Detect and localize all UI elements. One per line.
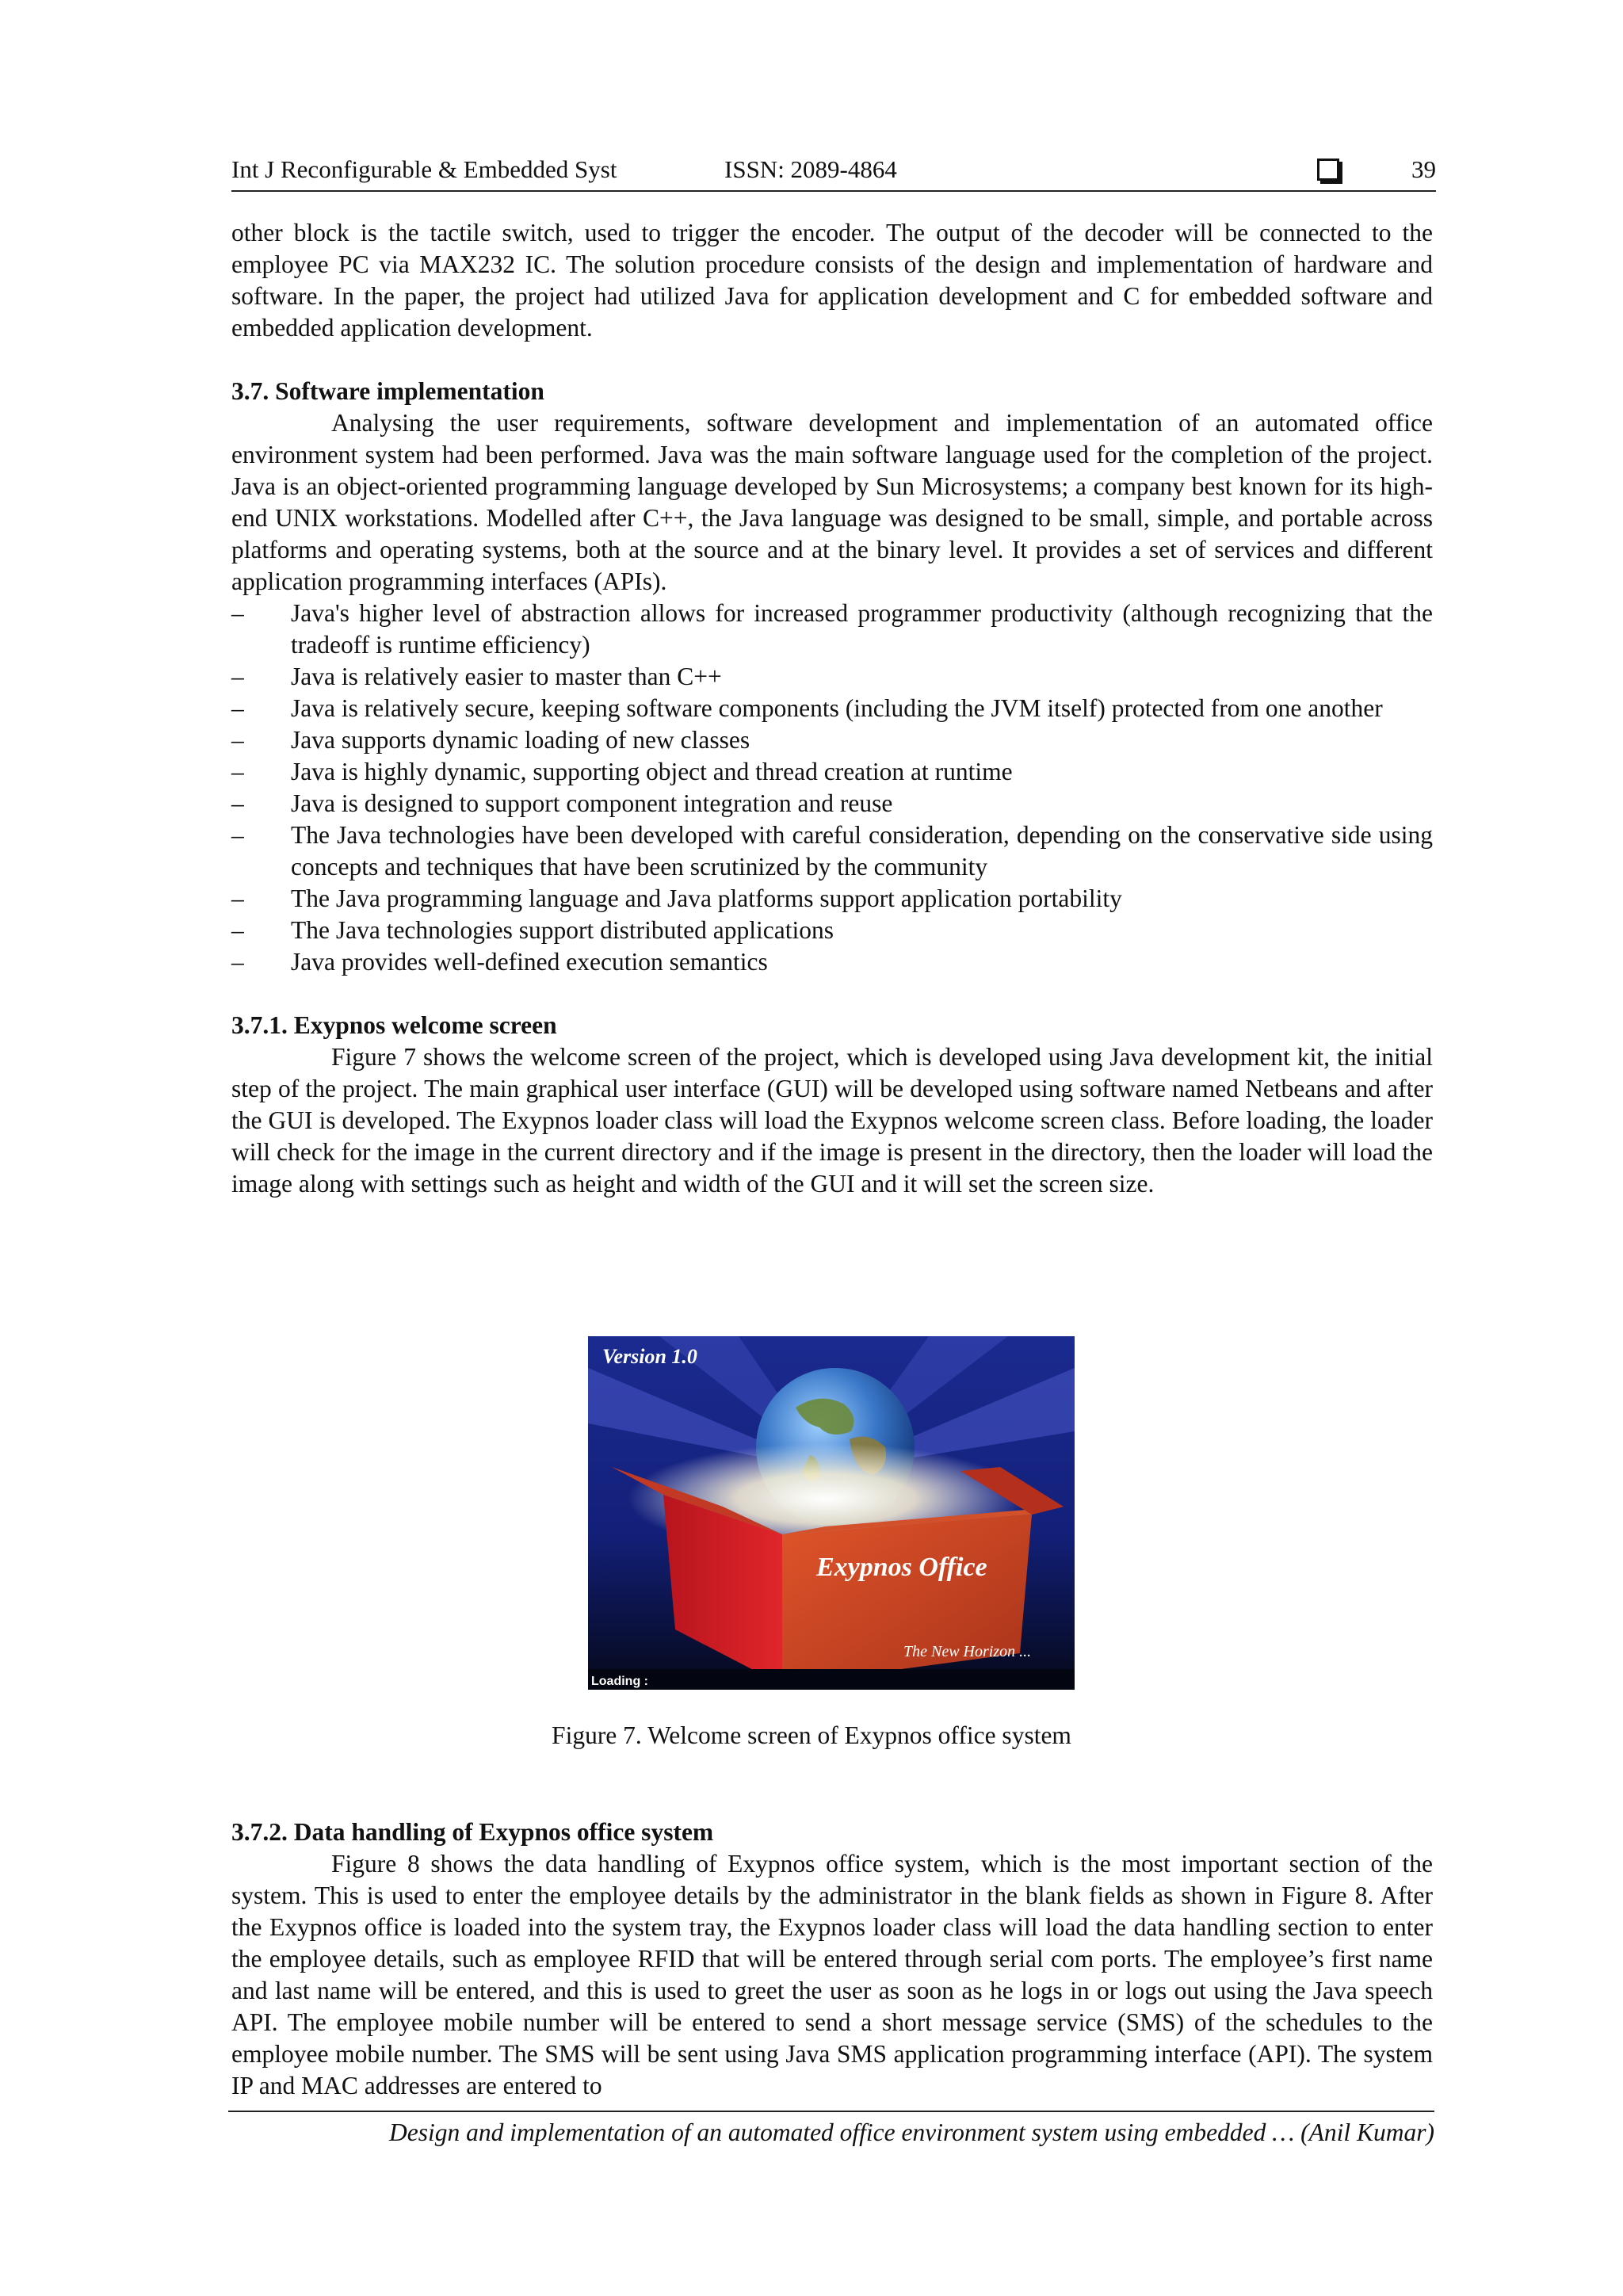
figure-7-welcome-screen [588, 1336, 1075, 1690]
list-item: – Java supports dynamic loading of new classes [231, 724, 1433, 756]
issn: ISSN: 2089-4864 [724, 155, 897, 183]
java-features-list [231, 598, 1433, 978]
section-3-7-2-paragraph: Figure 8 shows the data handling of Exypnos office system, which is the most important section of the system. This is used to enter the employee details by the administrator in the blank fields as shown in Figure 8. After the Exypnos office is loaded into the system tray, the Exypnos loader class will load the data handling section to enter the employee details, such as employee RFID that will be entered through serial com ports. The employee’s first name and last name will be entered, and this is used to greet the user as soon as he logs in or logs out using the Java speech API. The employee mobile number will be entered to send a short message service (SMS) of the schedules to the employee mobile number. The SMS will be sent using Java SMS application programming interface (API). The system IP and MAC addresses are entered to [231, 1850, 1433, 2099]
journal-name: Int J Reconfigurable & Embedded Syst [231, 155, 617, 183]
list-item: – Java is designed to support component integration and reuse [231, 788, 1433, 819]
section-3-7-1-paragraph: Figure 7 shows the welcome screen of the project, which is developed using Java development kit, the initial step of the project. The main graphical user interface (GUI) will be developed using software named Netbeans and after the GUI is developed. The Exypnos loader class will load the Exypnos welcome screen class. Before loading, the loader will check for the image in the current directory and if the image is present in the directory, then the loader will load the image along with settings such as height and width of the GUI and it will set the screen size. [231, 1043, 1433, 1198]
list-item: – The Java programming language and Java platforms support application portability [231, 883, 1433, 915]
intro-paragraph: other block is the tactile switch, used to trigger the encoder. The output of the decoder will be connected to the employee PC via MAX232 IC. The solution procedure consists of the design and implementation of hardware and software. In the paper, the project had utilized Java for application development and C for embedded software and embedded application development. [231, 219, 1433, 342]
list-item: – Java's higher level of abstraction allows for increased programmer productivity (although recognizing that the tradeoff is runtime efficiency) [231, 598, 1433, 661]
square-icon [1317, 159, 1339, 181]
list-item: – Java is relatively secure, keeping software components (including the JVM itself) protected from one another [231, 693, 1433, 724]
running-header [231, 155, 1436, 192]
section-heading-3-7-1: 3.7.1. Exypnos welcome screen [231, 1011, 557, 1039]
loading-label: Loading : [591, 1675, 648, 1688]
product-name: Exypnos Office [816, 1553, 987, 1582]
version-label: Version 1.0 [602, 1345, 697, 1368]
section-3-7-paragraph: Analysing the user requirements, software development and implementation of an automated office environment system had been performed. Java was the main software language used for the completion of the project. Java is an object-oriented programming language developed by Sun Microsystems; a company best known for its high-end UNIX workstations. Modelled after C++, the Java language was designed to be small, simple, and portable across platforms and operating systems, both at the source and at the binary level. It provides a set of services and different application programming interfaces (APIs). [231, 409, 1433, 595]
list-item: – Java is relatively easier to master than C++ [231, 661, 1433, 693]
list-item: – The Java technologies support distributed applications [231, 915, 1433, 946]
section-heading-3-7: 3.7. Software implementation [231, 377, 544, 405]
running-footer: Design and implementation of an automated office environment system using embedded … (Anil Kumar) [228, 2111, 1434, 2147]
page-number: 39 [1411, 155, 1436, 183]
list-item: – The Java technologies have been developed with careful consideration, depending on the conservative side using concepts and techniques that have been scrutinized by the community [231, 819, 1433, 883]
main-text-continued [231, 1817, 1433, 2102]
list-item: – Java provides well-defined execution semantics [231, 946, 1433, 978]
list-item: – Java is highly dynamic, supporting object and thread creation at runtime [231, 756, 1433, 788]
figure-7-caption: Figure 7. Welcome screen of Exypnos office system [552, 1721, 1071, 1749]
tagline: The New Horizon ... [903, 1643, 1032, 1660]
section-heading-3-7-2: 3.7.2. Data handling of Exypnos office system [231, 1818, 714, 1846]
main-text [231, 217, 1433, 1200]
